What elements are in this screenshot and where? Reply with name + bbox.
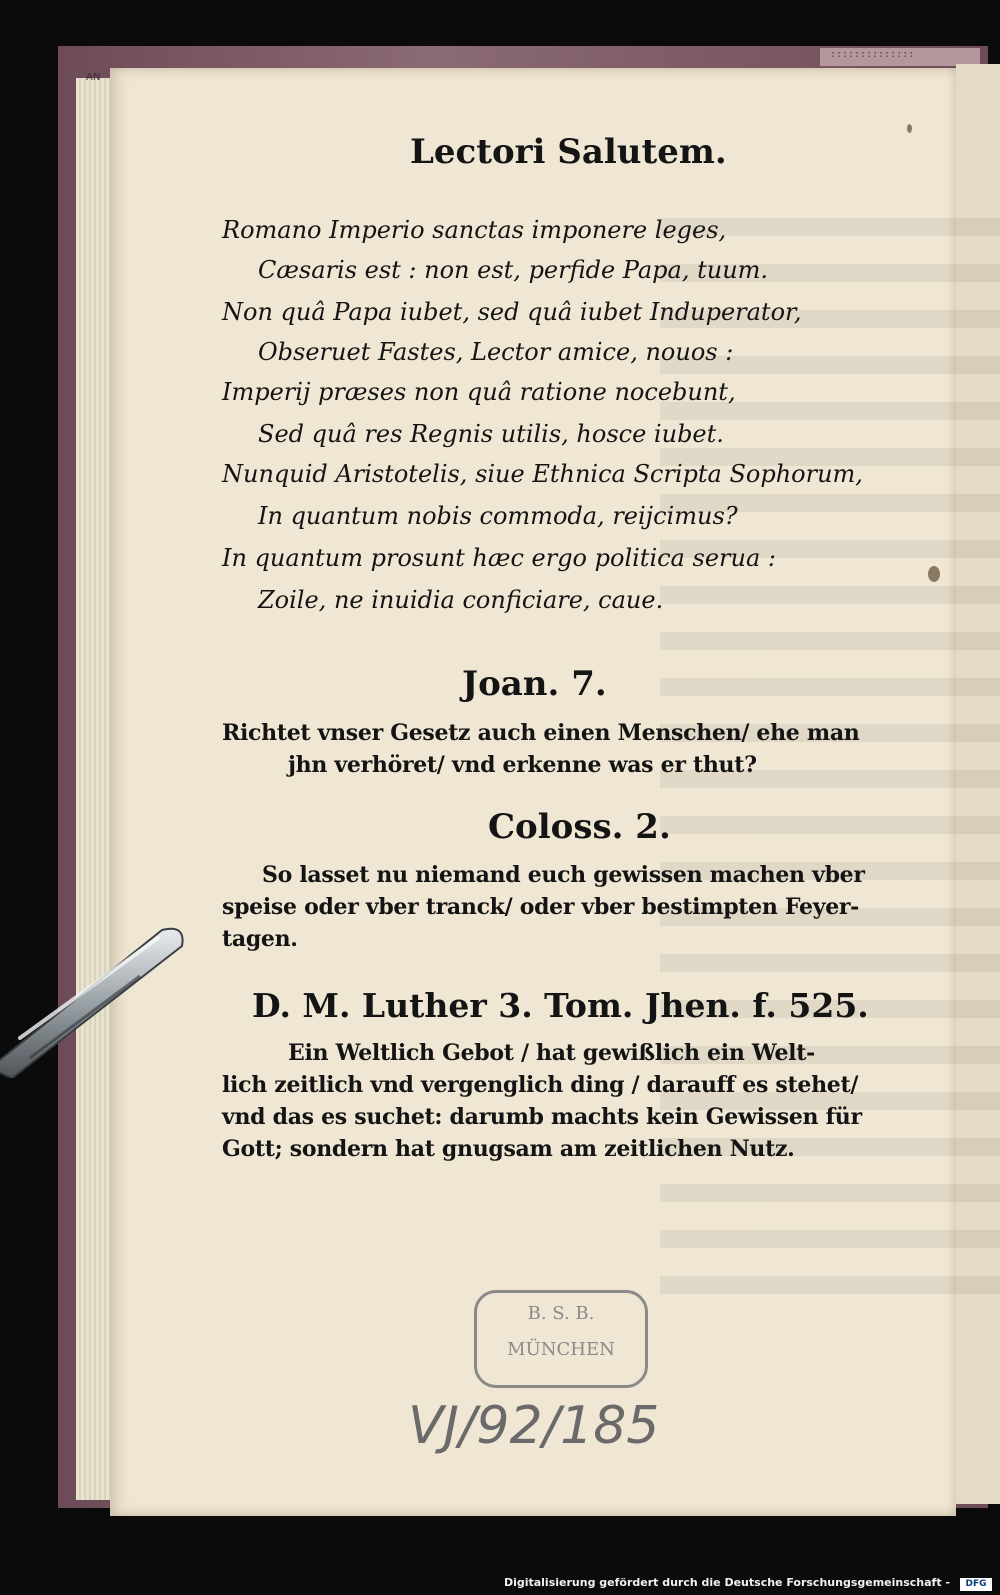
latin-verse: Obseruet Fastes, Lector amice, nouos : xyxy=(258,338,734,366)
luther-line: Gott; sondern hat gnugsam am zeitlichen Nutz. xyxy=(222,1136,795,1162)
funding-credit: Digitalisierung gefördert durch die Deutsche Forschungsgemeinschaft - xyxy=(503,1576,950,1589)
latin-verse: Sed quâ res Regnis utilis, hosce iubet. xyxy=(258,420,724,448)
stamp-line: B. S. B. xyxy=(527,1303,595,1324)
latin-verse: In quantum prosunt hæc ergo politica serua : xyxy=(222,544,776,572)
joan-line: jhn verhöret/ vnd erkenne was er thut? xyxy=(288,752,757,778)
joan-line: Richtet vnser Gesetz auch einen Menschen/ ehe man xyxy=(222,720,860,746)
luther-line: vnd das es suchet: darumb machts kein Gewissen für xyxy=(222,1104,862,1130)
latin-verse: Cæsaris est : non est, perfide Papa, tuum. xyxy=(258,256,769,284)
ink-blot xyxy=(928,566,940,582)
coloss-line: speise oder vber tranck/ oder vber bestimpten Feyer- xyxy=(222,894,860,920)
luther-line: lich zeitlich vnd vergenglich ding / darauff es stehet/ xyxy=(222,1072,859,1098)
luther-heading: D. M. Luther 3. Tom. Jhen. f. 525. xyxy=(252,986,869,1025)
latin-verse: Romano Imperio sanctas imponere leges, xyxy=(222,216,727,244)
page-holder-pin-icon xyxy=(0,918,200,1078)
dfg-logo: DFG xyxy=(960,1578,992,1591)
shelfmark: VJ/92/185 xyxy=(408,1396,660,1456)
latin-verse: Imperij præses non quâ ratione nocebunt, xyxy=(222,378,736,406)
spine-label: AN xyxy=(86,72,101,83)
coloss-line: So lasset nu niemand euch gewissen machen vber xyxy=(262,862,865,888)
stamp-line: MÜNCHEN xyxy=(507,1339,615,1360)
latin-verse: In quantum nobis commoda, reijcimus? xyxy=(258,502,738,530)
coloss-heading: Coloss. 2. xyxy=(488,807,671,847)
latin-verse: Non quâ Papa iubet, sed quâ iubet Induperator, xyxy=(222,298,802,326)
board-tab-label: :::::::::::::: xyxy=(830,49,915,60)
ink-blot xyxy=(907,124,912,133)
page-title: Lectori Salutem. xyxy=(410,132,727,172)
library-stamp xyxy=(474,1290,648,1388)
joan-heading: Joan. 7. xyxy=(462,664,607,704)
coloss-line: tagen. xyxy=(222,926,298,952)
luther-line: Ein Weltlich Gebot / hat gewißlich ein Welt- xyxy=(288,1040,815,1066)
latin-verse: Nunquid Aristotelis, siue Ethnica Scripta Sophorum, xyxy=(222,460,863,488)
latin-verse: Zoile, ne inuidia conficiare, caue. xyxy=(258,586,664,614)
